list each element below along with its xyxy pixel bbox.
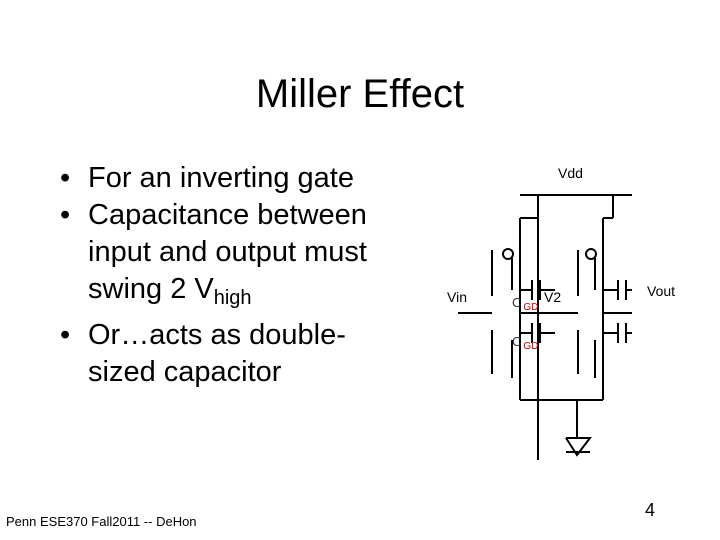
bullet-dot: •: [60, 162, 71, 194]
circuit-wires: [458, 195, 632, 460]
bullet-item: [60, 317, 420, 391]
cgd-label-top: C $_{GD}$: [512, 295, 539, 313]
bullet-item: [60, 197, 420, 317]
vin-label: Vin: [447, 289, 467, 305]
cgd-label-bottom: C $_{GD}$: [512, 334, 539, 352]
v2-label: V2: [544, 289, 562, 305]
slide-number: 4: [645, 500, 656, 520]
bullet-text: Capacitance between: [88, 199, 367, 231]
bullet-text: input and output must: [88, 236, 367, 268]
miller-circuit-diagram: [440, 150, 700, 480]
bullet-text: Or…acts as double-: [88, 319, 346, 351]
bullet-list: [60, 160, 420, 391]
slide-footer: Penn ESE370 Fall2011 -- DeHon: [6, 514, 197, 529]
pmos-bubble-left: [503, 249, 513, 259]
pmos-bubble-right: [586, 249, 596, 259]
vdd-label: Vdd: [558, 165, 583, 181]
bullet-text: sized capacitor: [88, 356, 282, 388]
bullet-dot: •: [60, 319, 71, 351]
bullet-item: [60, 160, 420, 197]
bullet-text: swing 2 V: [88, 273, 214, 305]
bullet-dot: •: [60, 199, 71, 231]
slide-title: Miller Effect: [255, 72, 465, 116]
bullet-text: For an inverting gate: [88, 162, 354, 194]
vout-label: Vout: [647, 283, 676, 299]
bullet-subscript: high: [213, 287, 252, 309]
